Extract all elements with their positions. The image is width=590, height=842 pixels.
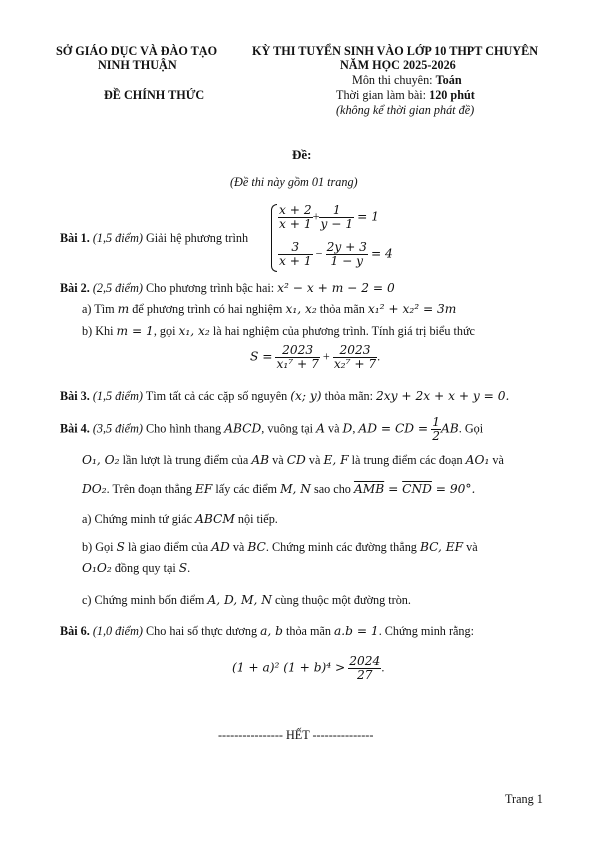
bai1-eq2: $\frac{3}{x + 1}$ − $\frac{2y + 3}{1 - y}$ = 4 — [279, 240, 393, 268]
bai4-line2: O₁, O₂ lần lượt là trung điểm của AB và CD và E, F là trung điểm các đoạn AO₁ và — [82, 453, 504, 467]
bai4-part-b-cont: O₁O₂ đồng quy tại S. — [82, 561, 191, 575]
exam-pages-note: (Đề thi này gồm 01 trang) — [230, 175, 358, 189]
bai2-part-b: b) Khi m = 1, gọi x₁, x₂ là hai nghiệm của phương trình. Tính giá trị biểu thức — [82, 324, 475, 338]
bai2-text: Bài 2. (2,5 điểm) Cho phương trình bậc hai: x² − x + m − 2 = 0 — [60, 281, 395, 295]
page-number: Trang 1 — [505, 792, 543, 806]
exam-title: Đề: — [292, 147, 312, 162]
angle-AMB: $\overline{AMB}$ — [353, 482, 385, 496]
header-time-note: (không kể thời gian phát đề) — [336, 103, 475, 117]
header-subject: Môn thi chuyên: Toán — [352, 73, 462, 87]
bai6-text: Bài 6. (1,0 điểm) Cho hai số thực dương a, b thỏa mãn a.b = 1. Chứng minh rằng: — [60, 624, 474, 638]
header-department: SỞ GIÁO DỤC VÀ ĐÀO TẠO — [56, 44, 218, 58]
bai4-part-b: b) Gọi S là giao điểm của AD và BC. Chứng minh các đường thẳng BC, EF và — [82, 540, 478, 554]
bai4-line1: Bài 4. (3,5 điểm) Cho hình thang ABCD, vuông tại A và D, AD = CD = $\frac{1}{2}$ AB. Gọi — [60, 415, 484, 443]
bai4-part-c: c) Chứng minh bốn điểm A, D, M, N cùng thuộc một đường tròn. — [82, 593, 411, 607]
bai6-inequality: (1 + a)² (1 + b)⁴ > $\frac{2024}{27}$ . — [232, 654, 385, 682]
bai4-part-a: a) Chứng minh tứ giác ABCM nội tiếp. — [82, 512, 278, 526]
bai3-text: Bài 3. (1,5 điểm) Tìm tất cả các cặp số nguyên (x; y) thỏa mãn: 2xy + 2x + x + y = 0. — [60, 389, 510, 403]
header-official: ĐỀ CHÍNH THỨC — [104, 88, 205, 102]
bai1-text: Bài 1. (1,5 điểm) Giải hệ phương trình — [60, 231, 249, 245]
bai2-expression-S: S = $\frac{2023}{\text{x₁⁷ + 7}}$ + $\frac{2023}{\text{x₂⁷ + 7}}$ . — [250, 343, 381, 371]
end-marker: ---------------- HẾT --------------- — [218, 728, 374, 742]
bai1-eq1: $\frac{x + 2}{x + 1}$ + $\frac{1}{y - 1}$ = 1 — [279, 203, 379, 231]
header-province: NINH THUẬN — [98, 58, 177, 72]
bai2-part-a: a) Tìm m để phương trình có hai nghiệm x₁, x₂ thỏa mãn x₁² + x₂² = 3m — [82, 302, 457, 316]
header-school-year: NĂM HỌC 2025-2026 — [340, 58, 456, 72]
angle-CND: $\overline{CND}$ — [402, 482, 432, 496]
system-brace — [271, 204, 277, 272]
bai4-line3: DO₂. Trên đoạn thẳng EF lấy các điểm M, N sao cho $\overline{AMB} = \overline{CND} = 90^\circ$. — [82, 482, 476, 496]
header-exam-title: KỲ THI TUYỂN SINH VÀO LỚP 10 THPT CHUYÊN — [252, 44, 539, 58]
header-time: Thời gian làm bài: 120 phút — [336, 88, 475, 102]
